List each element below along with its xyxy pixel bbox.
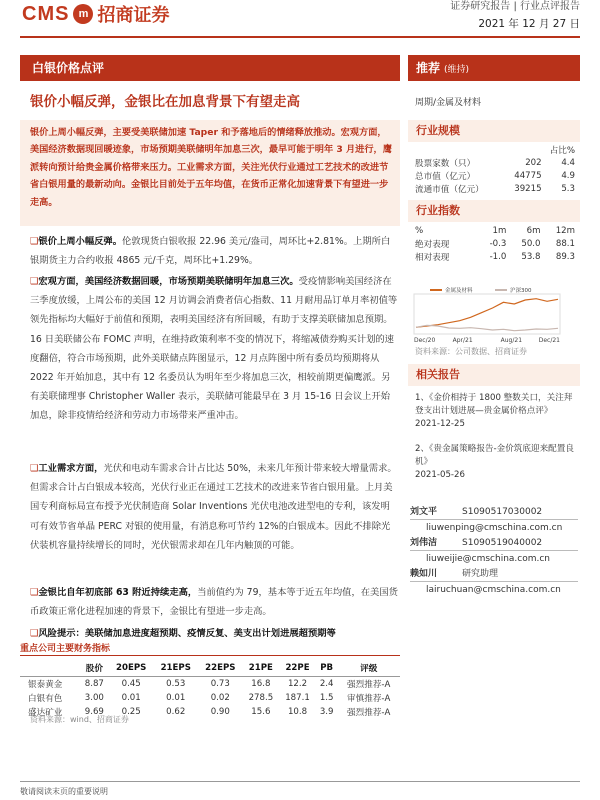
analyst-block bbox=[410, 504, 578, 533]
cell: 白银有色 bbox=[28, 694, 63, 704]
report-headline: 银价小幅反弹，金银比在加息背景下有望走高 bbox=[30, 94, 300, 110]
paragraph-industrial-demand bbox=[30, 459, 398, 555]
col-header: 股价 bbox=[80, 660, 109, 677]
cell: 50.0 bbox=[521, 238, 541, 249]
col-header: % bbox=[415, 225, 424, 236]
cell: 2.4 bbox=[319, 679, 334, 689]
rating-note: (维持) bbox=[444, 65, 470, 75]
fin-table bbox=[20, 660, 400, 719]
row-label: 流通市值（亿元） bbox=[415, 184, 484, 195]
industry-index-title: 行业指数 bbox=[408, 200, 580, 222]
col-header: 1m bbox=[492, 225, 507, 236]
col-header: PB bbox=[316, 660, 338, 677]
paragraph-gold-silver-ratio bbox=[30, 583, 398, 621]
report-type: 证券研究报告 | 行业点评报告 bbox=[450, 1, 580, 12]
analyst-block bbox=[410, 566, 578, 595]
analyst-license: S1090517030002 bbox=[462, 507, 543, 517]
col-header: 21EPS bbox=[153, 660, 198, 677]
cell: 3.00 bbox=[84, 693, 104, 703]
bullet-icon: ❑ bbox=[30, 236, 39, 247]
analyst-email[interactable]: liuweijie@cmschina.com.cn bbox=[426, 554, 551, 564]
cell: 0.01 bbox=[121, 693, 141, 703]
industry-index-chart bbox=[410, 284, 578, 344]
report-meta bbox=[450, 0, 580, 31]
cell: 0.45 bbox=[121, 679, 141, 689]
col-header: 21PE bbox=[243, 660, 280, 677]
row-label: 总市值（亿元） bbox=[415, 171, 476, 182]
company-logo bbox=[22, 2, 169, 26]
row-label: 绝对表现 bbox=[415, 239, 450, 250]
row-pct: 4.4 bbox=[561, 157, 575, 168]
cell: 强烈推荐-A bbox=[347, 708, 391, 718]
cell: 强烈推荐-A bbox=[347, 680, 391, 690]
table-row bbox=[20, 691, 400, 705]
analyst-title: 研究助理 bbox=[462, 569, 499, 579]
row-value: 39215 bbox=[514, 183, 542, 194]
cell: 0.73 bbox=[210, 679, 230, 689]
footer-note: 敬请阅读末页的重要说明 bbox=[20, 787, 108, 796]
cell: 15.6 bbox=[251, 707, 271, 717]
related-report-text: 2、《贵金属策略报告-金价筑底迎来配置良机》 bbox=[415, 444, 574, 467]
report-category-banner: 白银价格点评 bbox=[20, 55, 400, 81]
cell: 9.69 bbox=[84, 707, 104, 717]
cell: 1.5 bbox=[319, 693, 334, 703]
cell: 0.25 bbox=[121, 707, 141, 717]
cell: 审慎推荐-A bbox=[347, 694, 391, 704]
sector-label: 周期/金属及材料 bbox=[415, 98, 482, 108]
rating-label: 推荐 bbox=[416, 61, 441, 75]
x-tick-label: Aug/21 bbox=[500, 337, 523, 344]
pct-header: 占比% bbox=[549, 145, 575, 156]
chart-frame bbox=[414, 294, 560, 334]
col-header: 评级 bbox=[337, 660, 400, 677]
x-tick-label: Dec/20 bbox=[414, 337, 436, 344]
related-report-item[interactable] bbox=[415, 443, 575, 482]
logo-text: CMS bbox=[22, 2, 70, 25]
footer-divider bbox=[20, 781, 580, 782]
industry-index-table bbox=[415, 224, 575, 263]
col-header: 6m bbox=[526, 225, 541, 236]
cell: 278.5 bbox=[248, 693, 274, 703]
related-report-item[interactable] bbox=[415, 392, 575, 431]
cell: 银泰黄金 bbox=[28, 680, 63, 690]
bullet-icon: ❑ bbox=[30, 463, 39, 474]
analyst-name: 赖如川 bbox=[410, 569, 438, 579]
col-header: 20EPS bbox=[109, 660, 154, 677]
x-tick-label: Apr/21 bbox=[452, 337, 473, 344]
analyst-email[interactable]: lairuchuan@cmschina.com.cn bbox=[426, 585, 561, 595]
industry-scale-table bbox=[415, 143, 575, 195]
bullet-icon: ❑ bbox=[30, 276, 39, 287]
cell: 53.8 bbox=[521, 251, 541, 262]
related-reports-title: 相关报告 bbox=[408, 364, 580, 386]
cell: 3.9 bbox=[319, 707, 334, 717]
related-report-date: 2021-12-25 bbox=[415, 419, 465, 429]
analyst-name: 刘文平 bbox=[410, 507, 438, 517]
cell: 16.8 bbox=[251, 679, 271, 689]
bullet-icon: ❑ bbox=[30, 628, 39, 639]
fin-table-title: 重点公司主要财务指标 bbox=[20, 641, 400, 656]
col-header: 12m bbox=[555, 225, 575, 236]
cell: 0.01 bbox=[166, 693, 186, 703]
paragraph-text: 伦敦现货白银收报 22.96 美元/盎司，周环比+2.81%。上期所白银期货主力合约收报 4865 元/千克，周环比+1.29%。 bbox=[30, 236, 391, 267]
cell: 0.90 bbox=[210, 707, 230, 717]
row-value: 44775 bbox=[514, 170, 542, 181]
logo-chinese-name: 招商证券 bbox=[97, 5, 170, 26]
summary-box: 银价上周小幅反弹，主要受美联储加速 Taper 和予落地后的情绪释放推动。宏观方面，美国经济数据现回暖迹象，市场预期美联储明年加息三次，最早可能于明年 3 月进行，鹰派转向预计给贵金属价格带来压力。工业需求方面，关注光伏行业通过工艺技术的改进节省白银用量的最新动向。金银比目前处于五年均值，在货币正常化加速背景下有望进一步走高。 bbox=[20, 120, 400, 226]
related-report-date: 2021-05-26 bbox=[415, 470, 465, 480]
report-date: 2021 年 12 月 27 日 bbox=[478, 18, 580, 30]
table-row bbox=[20, 677, 400, 692]
paragraph-silver-price bbox=[30, 232, 398, 270]
chart-source: 资料来源：公司数据、招商证券 bbox=[415, 347, 527, 356]
bullet-icon: ❑ bbox=[30, 587, 39, 598]
series-line bbox=[416, 299, 558, 328]
paragraph-lead: 风险提示：美联储加息进度超预期、疫情反复、美支出计划进展超预期等 bbox=[38, 628, 336, 639]
cell: -1.0 bbox=[489, 251, 507, 262]
header-divider bbox=[20, 36, 580, 38]
paragraph-text: 光伏和电动车需求合计占比达 50%，未来几年预计带来较大增量需求。但需求合计占白银成本较高，光伏行业正在通过工艺技术的改进来节省白银用量。上月美国专利商标局宣布授予光伏制造商 Solar Inventions 光伏电池改进型电的专利，该发明可有效节省单晶 PERC 对银的使用量，有消息称可节约 12%的白银成本。因此不排除光伏装机容量持续增长的同时，光伏银需求却在几年内触顶的可能。 bbox=[30, 463, 397, 551]
col-header bbox=[20, 660, 80, 677]
table-row bbox=[415, 237, 575, 250]
cell: 89.3 bbox=[555, 251, 575, 262]
paragraph-lead: 银价上周小幅反弹。 bbox=[38, 236, 123, 247]
analyst-email[interactable]: liuwenping@cmschina.com.cn bbox=[426, 523, 563, 533]
logo-badge-icon: m bbox=[73, 4, 93, 24]
row-pct: 5.3 bbox=[561, 183, 575, 194]
paragraph-lead: 金银比自年初底部 63 附近持续走高， bbox=[38, 587, 198, 598]
col-header: 22EPS bbox=[198, 660, 243, 677]
table-row bbox=[415, 156, 575, 169]
cell: 187.1 bbox=[285, 693, 310, 703]
cell: 12.2 bbox=[287, 679, 308, 689]
rating-banner bbox=[408, 55, 580, 81]
series-line bbox=[416, 325, 558, 330]
x-tick-label: Dec/21 bbox=[538, 337, 560, 344]
related-report-text: 1、《金价相持于 1800 整数关口，关注拜登支出计划进展—贵金属价格点评》 bbox=[415, 393, 573, 416]
cell: 0.62 bbox=[166, 707, 186, 717]
cell: 0.02 bbox=[210, 693, 230, 703]
cell: 88.1 bbox=[555, 238, 575, 249]
table-row bbox=[415, 182, 575, 195]
legend-label: 金属及材料 bbox=[445, 288, 473, 294]
analyst-license: S1090519040002 bbox=[462, 538, 543, 548]
paragraph-macro bbox=[30, 272, 398, 426]
table-row bbox=[415, 169, 575, 182]
fin-table-source: 资料来源：wind、招商证券 bbox=[30, 715, 129, 724]
paragraph-lead: 工业需求方面， bbox=[38, 463, 104, 474]
col-header: 22PE bbox=[279, 660, 316, 677]
paragraph-text: 受疫情影响美国经济在三季度放缓，上周公布的美国 12 月访调会消费者信心指数、11 月耐用品订单月率初值等领先指标均大幅好于前值和预期，表明美国经济有所回暖，有助于支撑美联储加息预期。16 日美联储公布 FOMC 声明，在维持政策利率不变的情况下，将缩减债券购买计划的速度翻倍，符合市场预期，此外美联储点阵图显示，12 月点阵图中所有委员均预期将从 2022 年开始加息，其中有 12 名委员认为明年至少将加息三次，相较前期更偏鹰派。另有美联储理事 Christopher Waller 表示，美联储可能最早在 3 月 15-16 日会议上开始加息，除非疫情给经济和劳动力市场带来严重冲击。 bbox=[30, 276, 398, 422]
paragraph-lead: 宏观方面，美国经济数据回暖，市场预期美联储明年加息三次。 bbox=[38, 276, 299, 287]
row-label: 股票家数（只） bbox=[415, 158, 476, 169]
cell: 0.53 bbox=[166, 679, 186, 689]
paragraph-text: 当前值约为 79，基本等于近五年均值，在美国货币政策正常化进程加速的背景下，金银比有望进一步走高。 bbox=[30, 587, 398, 618]
legend-label: 沪深300 bbox=[510, 288, 532, 294]
table-row bbox=[415, 250, 575, 263]
cell: 8.87 bbox=[84, 679, 104, 689]
cell: -0.3 bbox=[489, 238, 507, 249]
analyst-name: 刘伟洁 bbox=[410, 538, 438, 548]
row-value: 202 bbox=[525, 157, 542, 168]
cell: 10.8 bbox=[287, 707, 308, 717]
row-label: 相对表现 bbox=[415, 252, 450, 263]
analyst-block bbox=[410, 535, 578, 564]
cell: 盛达矿业 bbox=[28, 708, 63, 718]
industry-scale-title: 行业规模 bbox=[408, 120, 580, 142]
row-pct: 4.9 bbox=[561, 170, 575, 181]
